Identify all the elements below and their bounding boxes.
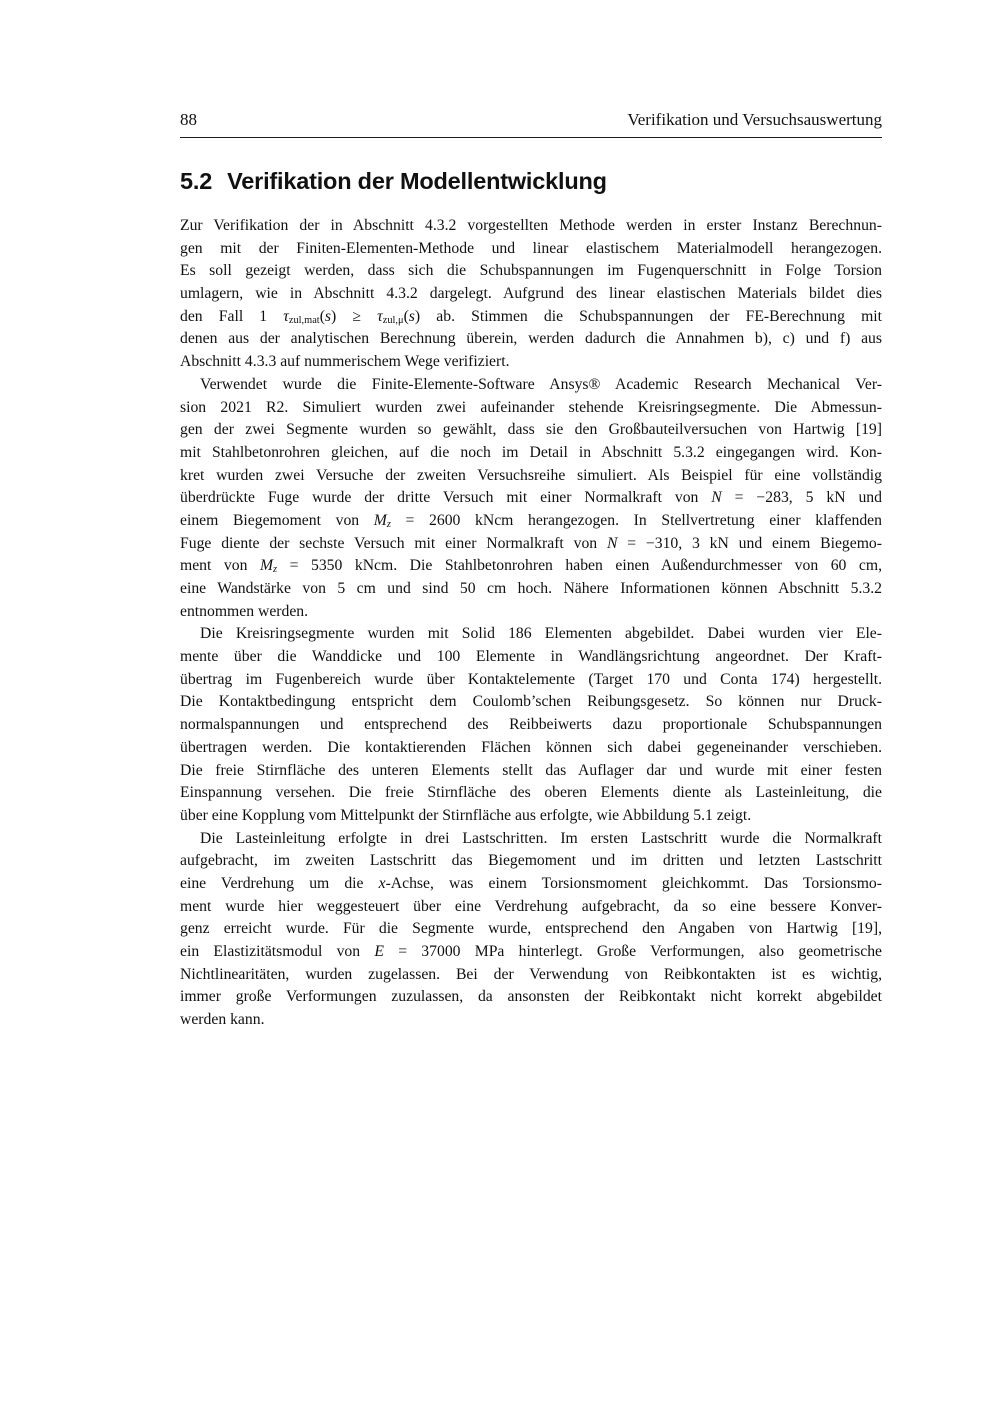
text-line: immer große Verformungen zuzulassen, da ansonsten der Reibkontakt nicht korrekt abgebildet [180, 988, 882, 1006]
section-title: Verifikation der Modellentwicklung [227, 168, 607, 194]
text-line: Zur Verifikation der in Abschnitt 4.3.2 vorgestellten Methode werden in erster Instanz Berechnun- [180, 217, 882, 234]
text-line: Die Lasteinleitung erfolgte in drei Lastschritten. Im ersten Lastschritt wurde die Normalkraft [200, 829, 882, 847]
text-line: den Fall 1 $\tau_{zul,mat}(s) \ge \tau_{zul,\mu}(s)$ ab. Stimmen die Schubspannungen der FE-Berechnung mit [180, 307, 882, 326]
text-line: Abschnitt 4.3.3 auf nummerischem Wege verifiziert. [180, 353, 510, 371]
paragraph [180, 623, 882, 827]
paragraph [180, 374, 882, 624]
body-text [180, 215, 882, 1032]
text-line: überdrückte Fuge wurde der dritte Versuch mit einer Normalkraft von N = −283, 5 kN und [180, 489, 882, 507]
text-line: eine Wandstärke von 5 cm und sind 50 cm hoch. Nähere Informationen können Abschnitt 5.3.2 [180, 580, 882, 597]
text-line: Es soll gezeigt werden, dass sich die Schubspannungen im Fugenquerschnitt in Folge Torsion [180, 262, 882, 280]
text-line: sion 2021 R2. Simuliert wurden zwei aufeinander stehende Kreisringsegmente. Die Abmessun- [180, 398, 882, 416]
section-number: 5.2 [180, 168, 213, 194]
text-line: kret wurden zwei Versuche der zweiten Versuchsreihe simuliert. Als Beispiel für eine vollständig [180, 466, 882, 484]
text-line: ein Elastizitätsmodul von E = 37000 MPa hinterlegt. Große Verformungen, also geometrische [180, 943, 882, 960]
text-line: über eine Kopplung vom Mittelpunkt der Stirnfläche aus erfolgte, wie Abbildung 5.1 zeigt. [180, 806, 752, 824]
text-line: umlagern, wie in Abschnitt 4.3.2 dargelegt. Aufgrund des linear elastischen Materials bildet dies [180, 285, 882, 303]
text-line: aufgebracht, im zweiten Lastschritt das Biegemoment und im dritten und letzten Lastschritt [180, 852, 882, 870]
text-line: werden kann. [180, 1011, 265, 1029]
text-line: Einspannung versehen. Die freie Stirnfläche des oberen Elements diente als Lasteinleitung, die [180, 784, 882, 802]
text-line: eine Verdrehung um die x-Achse, was einem Torsionsmoment gleichkommt. Das Torsionsmo- [180, 874, 882, 892]
text-line: genz erreicht wurde. Für die Segmente wurde, entsprechend den Angaben von Hartwig [19], [180, 920, 882, 938]
text-line: gen mit der Finiten-Elementen-Methode und linear elastischem Materialmodell herangezogen. [180, 239, 882, 257]
text-line: Die Kontaktbedingung entspricht dem Coulomb’schen Reibungsgesetz. So können nur Druck- [180, 693, 882, 711]
text-line: Nichtlinearitäten, wurden zugelassen. Bei der Verwendung von Reibkontakten ist es wichtig, [180, 965, 882, 983]
paragraph [180, 828, 882, 1032]
page-number: 88 [180, 110, 197, 129]
text-line: entnommen werden. [180, 602, 309, 620]
header-rule [180, 137, 882, 138]
text-line: mit Stahlbetonrohren gleichen, auf die noch im Detail in Abschnitt 5.3.2 eingegangen wird. Kon- [180, 443, 882, 461]
text-line: gen der zwei Segmente wurden so gewählt, dass sie den Großbauteilversuchen von Hartwig [19] [180, 421, 882, 439]
running-header-title: Verifikation und Versuchsauswertung [627, 110, 882, 129]
text-line: ment von $M_z = 5350$ kNcm. Die Stahlbetonrohren haben einen Außendurchmesser von 60 cm, [180, 557, 882, 576]
text-line: normalspannungen und entsprechend des Reibbeiwerts dazu proportionale Schubspannungen [180, 716, 882, 734]
text-line: Die freie Stirnfläche des unteren Elements stellt das Auflager dar und wurde mit einer festen [180, 761, 882, 779]
text-line: denen aus der analytischen Berechnung überein, werden dadurch die Annahmen b), c) und f) aus [180, 330, 882, 348]
text-line: einem Biegemoment von $M_z = 2600$ kNcm herangezogen. In Stellvertretung einer klaffenden [180, 511, 882, 530]
text-line: Fuge diente der sechste Versuch mit einer Normalkraft von N = −310, 3 kN und einem Biegemo- [180, 534, 882, 552]
text-line: Verwendet wurde die Finite-Elemente-Software Ansys® Academic Research Mechanical Ver- [200, 375, 882, 393]
text-line: mente über die Wanddicke und 100 Elemente in Wandlängsrichtung angeordnet. Der Kraft- [180, 648, 882, 666]
running-header [180, 110, 882, 130]
text-line: übertrag im Fugenbereich wurde über Kontaktelemente (Target 170 und Conta 174) hergestellt. [180, 670, 882, 688]
paragraph [180, 215, 882, 374]
section-heading [180, 167, 882, 195]
text-line: Die Kreisringsegmente wurden mit Solid 186 Elementen abgebildet. Dabei wurden vier Ele- [200, 625, 882, 643]
text-line: übertragen werden. Die kontaktierenden Flächen können sich dabei gegeneinander verschieben. [180, 738, 882, 756]
text-line: ment wurde hier weggesteuert über eine Verdrehung aufgebracht, da so eine bessere Konver- [180, 897, 882, 915]
